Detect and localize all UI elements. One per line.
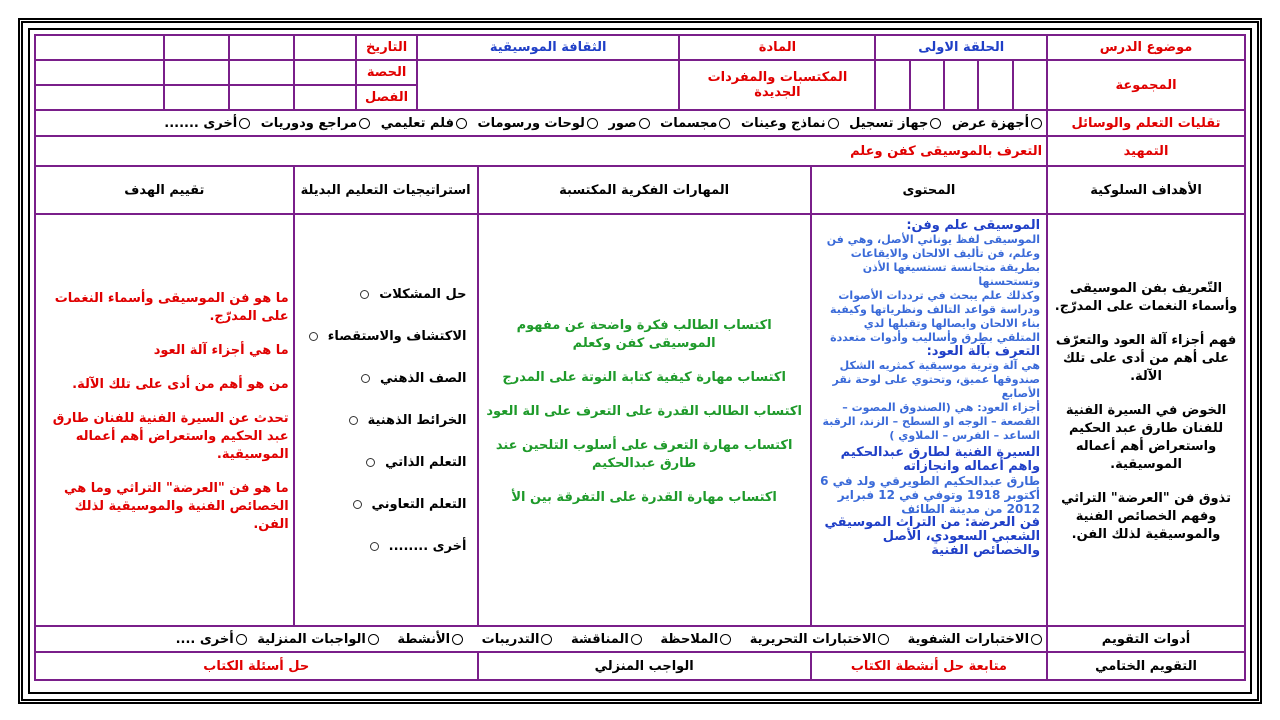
evaluation-item: تحدث عن السيرة الفنية للفنان طارق عبد الحكيم واستعراض أهم أعماله الموسيقية. <box>52 411 289 462</box>
tools-option[interactable]: فلم تعليمي <box>381 116 467 131</box>
blank-cell[interactable] <box>35 60 164 85</box>
radio-icon <box>587 118 598 129</box>
assessment-option[interactable]: الملاحظة <box>660 632 731 647</box>
content-heading: التعرف بآلة العود: <box>926 344 1041 359</box>
tools-option[interactable]: أجهزة عرض <box>952 116 1042 131</box>
circle-bullet-icon <box>349 416 358 425</box>
subject-value: الثقافة الموسيقية <box>417 35 680 60</box>
blank-cell[interactable] <box>294 35 357 60</box>
content-heading: فن العرضة: من التراث الموسيقي الشعبي السعودي، الأصل والخصائص الفنية <box>824 515 1041 558</box>
vocab-value[interactable] <box>417 60 680 110</box>
blank-cell[interactable] <box>35 35 164 60</box>
content-paragraph: أجزاء العود: هي (الصندوق المصوت – القصعة – الوجه او السطح – الزند، الرقبة الساعد – الفرس – الملاوي ) <box>822 401 1041 442</box>
tools-option[interactable]: نماذج وعينات <box>741 116 839 131</box>
strategy-item[interactable]: التعلم الذاتي <box>299 441 467 483</box>
circle-bullet-icon <box>361 374 370 383</box>
radio-icon <box>1031 634 1042 645</box>
strategy-item[interactable]: التعلم التعاوني <box>299 483 467 525</box>
tools-label: تقليات التعلم والوسائل <box>1047 110 1245 136</box>
assessment-option[interactable]: الاختبارات التحريرية <box>750 632 889 647</box>
strategies-cell <box>294 214 478 626</box>
radio-icon <box>236 634 247 645</box>
radio-icon <box>719 118 730 129</box>
intro-label: التمهيد <box>1047 136 1245 166</box>
group-cell[interactable] <box>978 60 1012 110</box>
evaluation-item: ما هو فن "العرضة" التراثي وما هي الخصائص الفنية والموسيقية لذلك الفن. <box>64 481 289 532</box>
evaluation-item: ما هو فن الموسيقى وأسماء النغمات على المدرّج. <box>54 291 289 324</box>
goal-item: التّعريف بفن الموسيقى وأسماء النغمات على المدرّج. <box>1054 281 1238 314</box>
radio-icon <box>456 118 467 129</box>
assessment-option[interactable]: أخرى .... <box>176 632 247 647</box>
final-questions: حل أسئلة الكتاب <box>35 652 478 680</box>
cycle-value: الحلقة الاولى <box>875 35 1047 60</box>
class-label: الفصل <box>356 85 417 110</box>
goal-item: تذوق فن "العرضة" التراثي وفهم الخصائص الفنية والموسيقية لذلك الفن. <box>1061 491 1231 542</box>
evaluation-cell <box>35 214 294 626</box>
blank-cell[interactable] <box>164 35 229 60</box>
skill-item: اكتساب مهارة القدرة على التفرقة بين الأ <box>511 490 777 505</box>
tools-option[interactable]: صور <box>608 116 649 131</box>
strategy-item[interactable]: الخرائط الذهنية <box>299 399 467 441</box>
content-header: المحتوى <box>811 166 1047 214</box>
content-paragraph: الموسيقى لفظ يوناني الأصل، وهي فن وعلم، فن تأليف الالحان والايقاعات بطريقة متجانسة تستسيغها الأذن وتستحسنها <box>826 233 1041 288</box>
radio-icon <box>930 118 941 129</box>
content-cell <box>811 214 1047 626</box>
evaluation-item: من هو أهم من أدى على تلك الآلة. <box>72 377 289 392</box>
content-heading: السيرة الفنية لطارق عبدالحكيم واهم أعماله وانجازاته <box>840 445 1041 474</box>
group-cell[interactable] <box>910 60 944 110</box>
radio-icon <box>878 634 889 645</box>
goal-item: الخوض في السيرة الفنية للفنان طارق عبد الحكيم واستعراض أهم أعماله الموسيقية. <box>1065 403 1227 472</box>
blank-cell[interactable] <box>164 60 229 85</box>
evaluation-item: ما هي أجزاء آلة العود <box>153 343 289 358</box>
assessment-option[interactable]: الواجبات المنزلية <box>257 632 379 647</box>
blank-cell[interactable] <box>35 85 164 110</box>
tools-option[interactable]: لوحات ورسومات <box>478 116 598 131</box>
content-paragraph: طارق عبدالحكيم الطويرقي ولد في 6 أكتوبر 1918 وتوفي في 12 فبراير 2012 من مدينة الطائف <box>820 474 1041 516</box>
radio-icon <box>452 634 463 645</box>
vocab-label: المكتسبات والمفردات الجديدة <box>679 60 875 110</box>
strategy-item[interactable]: الصف الذهني <box>299 357 467 399</box>
radio-icon <box>368 634 379 645</box>
group-cell[interactable] <box>944 60 978 110</box>
tools-option[interactable]: جهاز تسجيل <box>849 116 941 131</box>
assessment-options <box>35 626 1047 652</box>
goals-cell <box>1047 214 1245 626</box>
radio-icon <box>828 118 839 129</box>
radio-icon <box>1031 118 1042 129</box>
tools-option[interactable]: مجسمات <box>660 116 730 131</box>
circle-bullet-icon <box>360 290 369 299</box>
blank-cell[interactable] <box>164 85 229 110</box>
final-activities: متابعة حل أنشطة الكتاب <box>811 652 1047 680</box>
skill-item: اكتساب الطالب القدرة على التعرف على الة العود <box>486 404 802 419</box>
skill-item: اكتساب الطالب فكرة واضحة عن مفهوم الموسيقى كفن وكعلم <box>516 318 772 351</box>
circle-bullet-icon <box>366 458 375 467</box>
blank-cell[interactable] <box>229 85 294 110</box>
radio-icon <box>720 634 731 645</box>
assessment-option[interactable]: التدريبات <box>482 632 553 647</box>
radio-icon <box>631 634 642 645</box>
subject-label: المادة <box>679 35 875 60</box>
date-label: التاريخ <box>356 35 417 60</box>
skills-cell <box>478 214 811 626</box>
circle-bullet-icon <box>353 500 362 509</box>
assessment-option[interactable]: الأنشطة <box>397 632 463 647</box>
tools-option[interactable]: أخرى ....... <box>164 116 250 131</box>
blank-cell[interactable] <box>229 60 294 85</box>
radio-icon <box>541 634 552 645</box>
group-label: المجموعة <box>1047 60 1245 110</box>
circle-bullet-icon <box>309 332 318 341</box>
blank-cell[interactable] <box>229 35 294 60</box>
tools-option[interactable]: مراجع ودوريات <box>261 116 371 131</box>
content-paragraph: وكذلك علم يبحث في ترددات الأصوات ودراسة قواعد التالف ونظرياتها وكيفية بناء الالحان وايصالها وتقبلها لدي المتلقي بطرق وأساليب وأدوات متعددة <box>830 289 1041 344</box>
goals-header: الأهداف السلوكية <box>1047 166 1245 214</box>
strategy-item[interactable]: حل المشكلات <box>299 273 467 315</box>
strategy-item[interactable]: الاكتشاف والاستقصاء <box>299 315 467 357</box>
assessment-option[interactable]: الاختبارات الشفوية <box>908 632 1042 647</box>
group-cell[interactable] <box>1013 60 1047 110</box>
assessment-label: أدوات التقويم <box>1047 626 1245 652</box>
content-paragraph: هي آلة وترية موسيقية كمثريه الشكل صندوقها عميق، وتحتوي على لوحة نقر الأصابع <box>832 359 1041 400</box>
radio-icon <box>239 118 250 129</box>
skill-item: اكتساب مهارة التعرف على أسلوب التلحين عند طارق عبدالحكيم <box>495 438 793 471</box>
strategies-header: استراتيجيات التعليم البديلة <box>294 166 478 214</box>
final-homework: الواجب المنزلي <box>478 652 811 680</box>
lesson-plan-table <box>34 34 1246 681</box>
final-label: التقويم الختامي <box>1047 652 1245 680</box>
tools-options <box>35 110 1047 136</box>
goal-item: فهم أجزاء آلة العود والتعرّف على أهم من أدى على تلك الآلة. <box>1055 333 1237 384</box>
intro-value: التعرف بالموسيقى كفن وعلم <box>35 136 1047 166</box>
topic-label: موضوع الدرس <box>1047 35 1245 60</box>
content-heading: الموسيقى علم وفن: <box>906 218 1041 233</box>
strategy-item[interactable]: أخرى ........ <box>299 525 467 567</box>
group-cell[interactable] <box>875 60 909 110</box>
skill-item: اكتساب مهارة كيفية كتابة النوتة على المدرج <box>502 370 786 385</box>
circle-bullet-icon <box>370 542 379 551</box>
skills-header: المهارات الفكرية المكتسبة <box>478 166 811 214</box>
radio-icon <box>359 118 370 129</box>
blank-cell[interactable] <box>294 60 357 85</box>
evaluation-header: تقييم الهدف <box>35 166 294 214</box>
period-label: الحصة <box>356 60 417 85</box>
blank-cell[interactable] <box>294 85 357 110</box>
assessment-option[interactable]: المناقشة <box>571 632 642 647</box>
radio-icon <box>639 118 650 129</box>
